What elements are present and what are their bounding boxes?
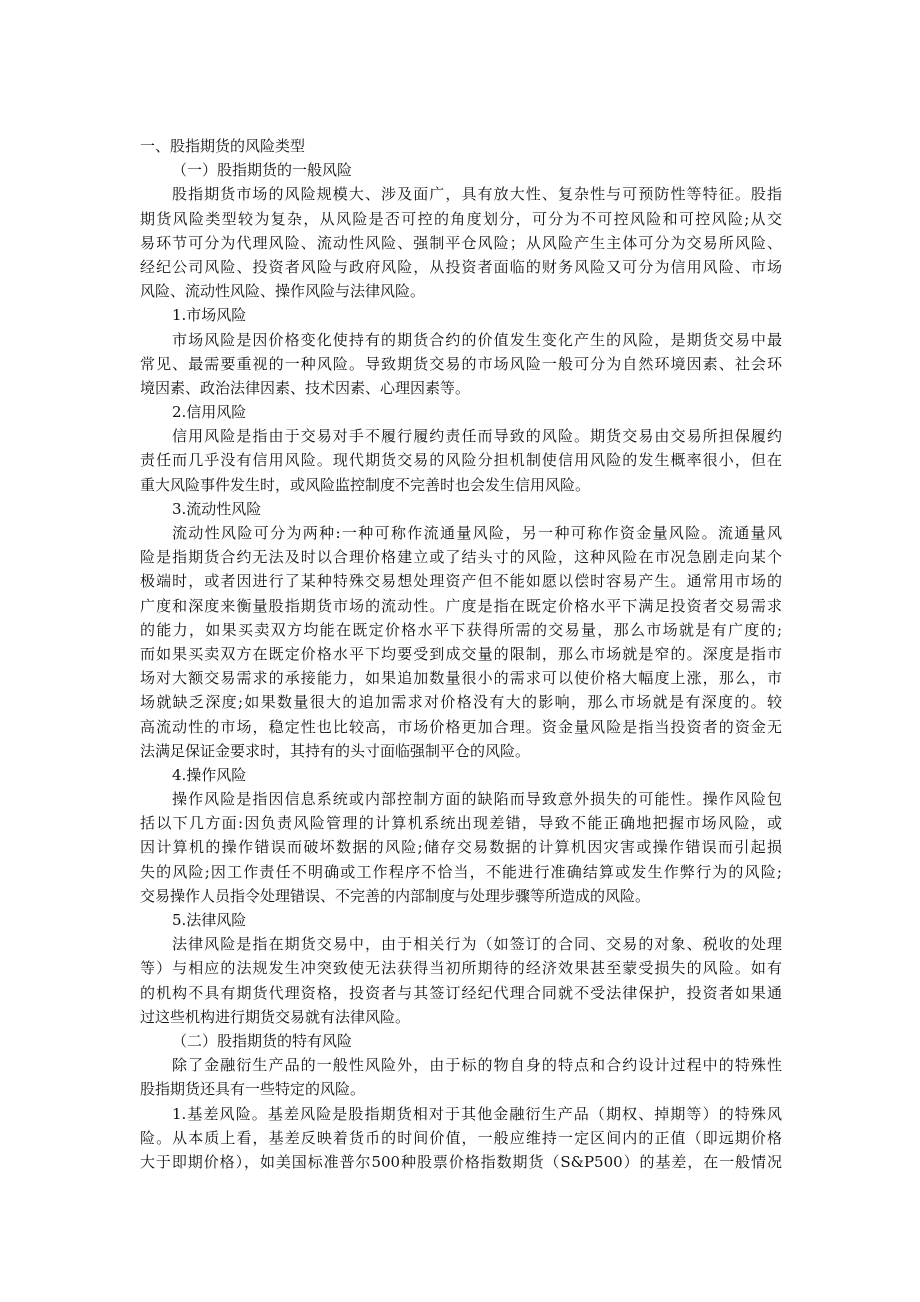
text-line: 股指期货还具有一些特定的风险。: [140, 1080, 366, 1099]
text-line: 操作风险是指因信息系统或内部控制方面的缺陷而导致意外损失的可能性。操作风险包: [172, 790, 782, 809]
text-line: 交易操作人员指令处理错误、不完善的内部制度与处理步骤等所造成的风险。: [140, 886, 651, 905]
text-line: 过这些机构进行期货交易就有法律风险。: [140, 1007, 411, 1026]
text-line: 场就缺乏深度;如果数量很大的追加需求对价格没有大的影响，那么市场就是有深度的。较: [140, 693, 782, 712]
text-line: 5.法律风险: [172, 911, 247, 929]
text-line: 期货风险类型较为复杂，从风险是否可控的角度划分，可分为不可控风险和可控风险;从交: [140, 209, 782, 228]
text-line: 的机构不具有期货代理资格，投资者与其签订经纪代理合同就不受法律保护，投资者如果通: [140, 983, 782, 1002]
text-line: 大于即期价格），如美国标准普尔500种股票价格指数期货（S&P500）的基差，在一般情况: [140, 1152, 782, 1171]
text-line: 因计算机的操作错误而破坏数据的风险;储存交易数据的计算机因灾害或操作错误而引起损: [140, 838, 782, 857]
text-line: 1.市场风险: [172, 306, 247, 325]
text-line: 1.基差风险。基差风险是股指期货相对于其他金融衍生产品（期权、掉期等）的特殊风: [172, 1104, 782, 1123]
text-line: 高流动性的市场，稳定性也比较高，市场价格更加合理。资金量风险是指当投资者的资金无: [140, 717, 782, 736]
text-line: 险是指期货合约无法及时以合理价格建立或了结头寸的风险，这种风险在市况急剧走向某个: [140, 548, 782, 567]
text-line: 除了金融衍生产品的一般性风险外，由于标的物自身的特点和合约设计过程中的特殊性: [172, 1056, 782, 1075]
text-line: 一、股指期货的风险类型: [140, 137, 306, 155]
text-line: 4.操作风险: [172, 765, 247, 784]
text-line: 的能力，如果买卖双方均能在既定价格水平下获得所需的交易量，那么市场就是有广度的;: [140, 620, 782, 639]
text-line: 2.信用风险: [172, 403, 247, 422]
text-line: 等）与相应的法规发生冲突致使无法获得当初所期待的经济效果甚至蒙受损失的风险。如有: [140, 959, 782, 978]
text-line: 法律风险是指在期货交易中，由于相关行为（如签订的合同、交易的对象、税收的处理: [172, 935, 782, 954]
text-line: 法满足保证金要求时，其持有的头寸面临强制平仓的风险。: [140, 741, 531, 760]
text-line: 流动性风险可分为两种:一种可称作流通量风险，另一种可称作资金量风险。流通量风: [172, 524, 782, 542]
document-body: [140, 134, 782, 1174]
text-line: 责任而几乎没有信用风险。现代期货交易的风险分担机制使信用风险的发生概率很小，但在: [140, 451, 782, 470]
text-line: 广度和深度来衡量股指期货市场的流动性。广度是指在既定价格水平下满足投资者交易需求: [140, 596, 782, 615]
text-line: 场对大额交易需求的承接能力，如果追加数量很小的需求可以使价格大幅度上涨，那么，市: [140, 669, 782, 688]
text-line: 股指期货市场的风险规模大、涉及面广，具有放大性、复杂性与可预防性等特征。股指: [172, 185, 782, 204]
text-line: 风险、流动性风险、操作风险与法律风险。: [140, 282, 426, 301]
text-line: 重大风险事件发生时，或风险监控制度不完善时也会发生信用风险。: [140, 475, 591, 494]
text-line: 险。从本质上看，基差反映着货币的时间价值，一般应维持一定区间内的正值（即远期价格: [140, 1128, 782, 1147]
text-line: 易环节可分为代理风险、流动性风险、强制平仓风险；从风险产生主体可分为交易所风险、: [140, 233, 782, 252]
text-line: 市场风险是因价格变化使持有的期货合约的价值发生变化产生的风险，是期货交易中最: [172, 330, 782, 349]
text-line: 括以下几方面:因负责风险管理的计算机系统出现差错，导致不能正确地把握市场风险，或: [140, 814, 782, 833]
text-line: 信用风险是指由于交易对手不履行履约责任而导致的风险。期货交易由交易所担保履约: [172, 427, 782, 446]
text-line: 境因素、政治法律因素、技术因素、心理因素等。: [140, 378, 471, 397]
text-line: 而如果买卖双方在既定价格水平下均要受到成交量的限制，那么市场就是窄的。深度是指市: [140, 644, 782, 663]
text-line: 极端时，或者因进行了某种特殊交易想处理资产但不能如愿以偿时容易产生。通常用市场的: [140, 572, 782, 591]
text-line: 经纪公司风险、投资者风险与政府风险，从投资者面临的财务风险又可分为信用风险、市场: [140, 257, 782, 276]
text-line: （二）股指期货的特有风险: [172, 1031, 353, 1050]
text-line: 3.流动性风险: [172, 499, 262, 518]
text-line: 失的风险;因工作责任不明确或工作程序不恰当，不能进行准确结算或发生作弊行为的风险;: [140, 862, 782, 881]
text-line: 常见、最需要重视的一种风险。导致期货交易的市场风险一般可分为自然环境因素、社会环: [140, 354, 782, 373]
text-line: （一）股指期货的一般风险: [172, 161, 353, 180]
